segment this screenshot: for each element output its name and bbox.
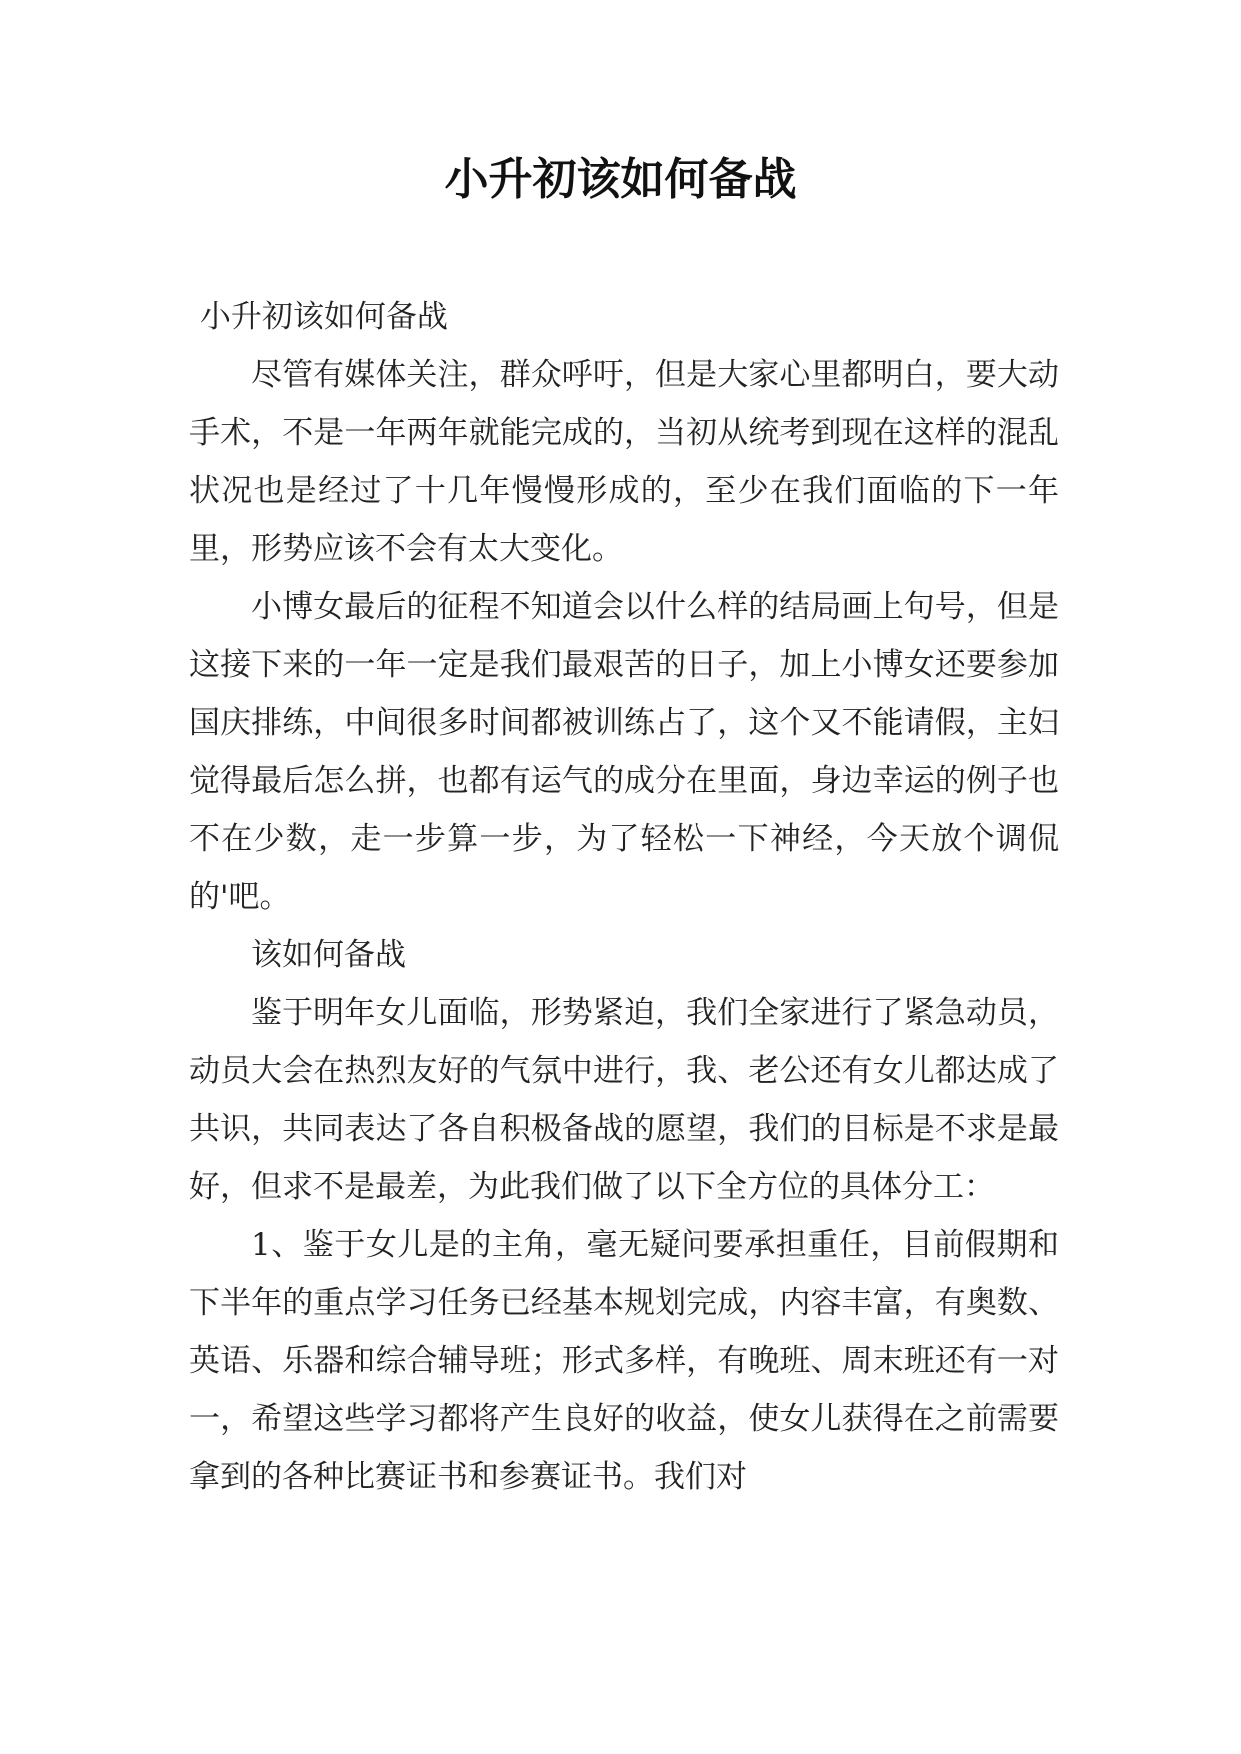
- document-title: 小升初该如何备战: [444, 154, 797, 205]
- paragraph-subtitle: 小升初该如何备战: [199, 299, 448, 335]
- document-body: [189, 288, 1059, 1506]
- paragraph-intro: 尽管有媒体关注，群众呼吁，但是大家心里都明白，要大动手术，不是一年两年就能完成的，当初从统考到现在这样的混乱状况也是经过了十几年慢慢形成的，至少在我们面临的下一年里，形势应该不会有太大变化。: [189, 357, 1059, 567]
- paragraph-item-1: 1、鉴于女儿是的主角，毫无疑问要承担重任，目前假期和下半年的重点学习任务已经基本规划完成，内容丰富，有奥数、英语、乐器和综合辅导班；形式多样，有晚班、周末班还有一对一，希望这些学习都将产生良好的收益，使女儿获得在之前需要拿到的各种比赛证书和参赛证书。我们对: [189, 1227, 1059, 1495]
- paragraph-heading: 该如何备战: [251, 937, 406, 973]
- paragraph-journey: 小博女最后的征程不知道会以什么样的结局画上句号，但是这接下来的一年一定是我们最艰苦的日子，加上小博女还要参加国庆排练，中间很多时间都被训练占了，这个又不能请假，主妇觉得最后怎么拼，也都有运气的成分在里面，身边幸运的例子也不在少数，走一步算一步，为了轻松一下神经，今天放个调侃的'吧。: [189, 589, 1059, 915]
- paragraph-mobilization: 鉴于明年女儿面临，形势紧迫，我们全家进行了紧急动员，动员大会在热烈友好的气氛中进行，我、老公还有女儿都达成了共识，共同表达了各自积极备战的愿望，我们的目标是不求是最好，但求不是最差，为此我们做了以下全方位的具体分工：: [189, 995, 1059, 1205]
